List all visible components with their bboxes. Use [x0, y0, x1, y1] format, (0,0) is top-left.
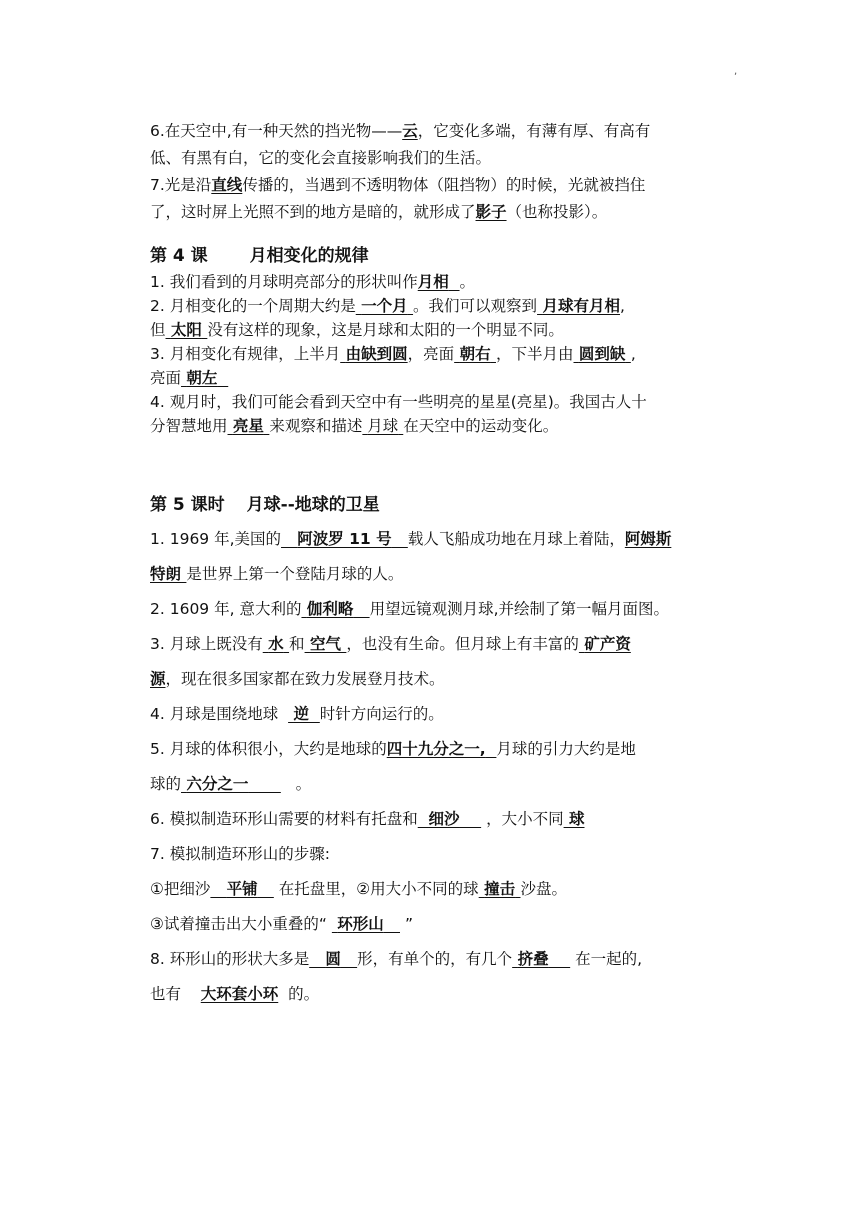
text-line: 也有 大环套小环 的。 — [150, 985, 320, 1003]
text-line: 1. 1969 年,美国的 阿波罗 11 号 载人飞船成功地在月球上着陆，阿姆斯 — [150, 530, 672, 548]
answer: 逆 — [293, 705, 309, 723]
answer: 大环套小环 — [200, 985, 279, 1003]
answer: 空气 — [309, 635, 341, 653]
answer: 伽利略 — [306, 600, 354, 618]
answer: 太阳 — [170, 321, 202, 339]
text-line: 3. 月相变化有规律，上半月 由缺到圆，亮面 朝右 ，下半月由 圆到缺 , — [150, 345, 636, 363]
text-line: 2. 月相变化的一个周期大约是 一个月 。我们可以观察到 月球有月相, — [150, 297, 625, 315]
header-mark: , — [734, 66, 738, 77]
answer: 撞击 — [484, 880, 516, 898]
answer-straight-line: 直线 — [211, 176, 243, 194]
answer: 月相 — [417, 273, 449, 291]
answer: 源 — [150, 670, 166, 688]
answer: 细沙 — [428, 810, 460, 828]
text-line: 2. 1609 年, 意大利的 伽利略 用望远镜观测月球,并绘制了第一幅月面图。 — [150, 600, 670, 618]
lesson-4-heading: 第 4 课 月相变化的规律 — [150, 246, 369, 266]
text-line: 7.光是沿直线传播的，当遇到不透明物体（阻挡物）的时候，光就被挡住 — [150, 176, 646, 194]
answer: 圆 — [325, 950, 341, 968]
answer: 阿波罗 11 号 — [297, 530, 392, 548]
section-light-and-clouds — [150, 118, 715, 226]
text-line: 5. 月球的体积很小，大约是地球的四十九分之一, 月球的引力大约是地 — [150, 740, 636, 758]
text-line: 6. 模拟制造环形山需要的材料有托盘和 细沙 ，大小不同 球 — [150, 810, 585, 828]
answer: 由缺到圆 — [345, 345, 408, 363]
text-line: 特朗 是世界上第一个登陆月球的人。 — [150, 565, 404, 583]
text-line: 4. 月球是围绕地球 逆 时针方向运行的。 — [150, 705, 444, 723]
answer: 水 — [268, 635, 284, 653]
answer: 球 — [568, 810, 585, 828]
answer: 特朗 — [150, 565, 182, 583]
text-line: 亮面 朝左 — [150, 366, 715, 390]
answer: 阿姆斯 — [624, 530, 672, 548]
text-line: ③试着撞击出大小重叠的“ 环形山 ” — [150, 915, 413, 933]
answer: 一个月 — [361, 297, 408, 315]
answer: 平铺 — [226, 880, 258, 898]
answer: 挤叠 — [517, 950, 549, 968]
answer: 朝左 — [186, 369, 218, 387]
answer-shadow: 影子 — [475, 203, 507, 221]
text-line: ①把细沙 平铺 在托盘里，②用大小不同的球 撞击 沙盘。 — [150, 880, 568, 898]
answer: 六分之一 — [186, 775, 249, 793]
text-line: 8. 环形山的形状大多是 圆 形，有单个的，有几个 挤叠 在一起的, — [150, 950, 643, 968]
text-line: 6.在天空中,有一种天然的挡光物——云，它变化多端，有薄有厚、有高有 — [150, 122, 651, 140]
answer: 圆到缺 — [578, 345, 626, 363]
text-line: 但 太阳 没有这样的现象，这是月球和太阳的一个明显不同。 — [150, 321, 564, 339]
answer: 矿产资 — [584, 635, 631, 653]
text-line: 1. 我们看到的月球明亮部分的形状叫作月相 。 — [150, 273, 476, 291]
text-line: 分智慧地用 亮星 来观察和描述 月球 在天空中的运动变化。 — [150, 417, 559, 435]
answer: 朝右 — [459, 345, 491, 363]
section-lesson-5 — [150, 488, 715, 1012]
text-line: 7. 模拟制造环形山的步骤: — [150, 845, 330, 863]
answer: 四十九分之一, — [386, 740, 486, 758]
text-line: 低、有黑有白，它的变化会直接影响我们的生活。 — [150, 149, 492, 167]
text-line: 4. 观月时，我们可能会看到天空中有一些明亮的星星(亮星)。我国古人十 — [150, 393, 647, 411]
text-line: 3. 月球上既没有 水 和 空气 ，也没有生命。但月球上有丰富的 矿产资 — [150, 635, 631, 653]
answer: 环形山 — [337, 915, 384, 933]
text-line: 源，现在很多国家都在致力发展登月技术。 — [150, 670, 445, 688]
answer: 月球 — [367, 417, 399, 435]
lesson-5-heading: 第 5 课时 月球--地球的卫星 — [150, 495, 380, 515]
text-line: 了，这时屏上光照不到的地方是暗的，就形成了影子（也称投影）。 — [150, 203, 608, 221]
answer: 月球有月相 — [542, 297, 620, 315]
text-line: 球的 六分之一 。 — [150, 775, 312, 793]
section-lesson-4 — [150, 242, 715, 438]
answer-cloud: 云 — [402, 122, 418, 140]
answer: 亮星 — [232, 417, 264, 435]
